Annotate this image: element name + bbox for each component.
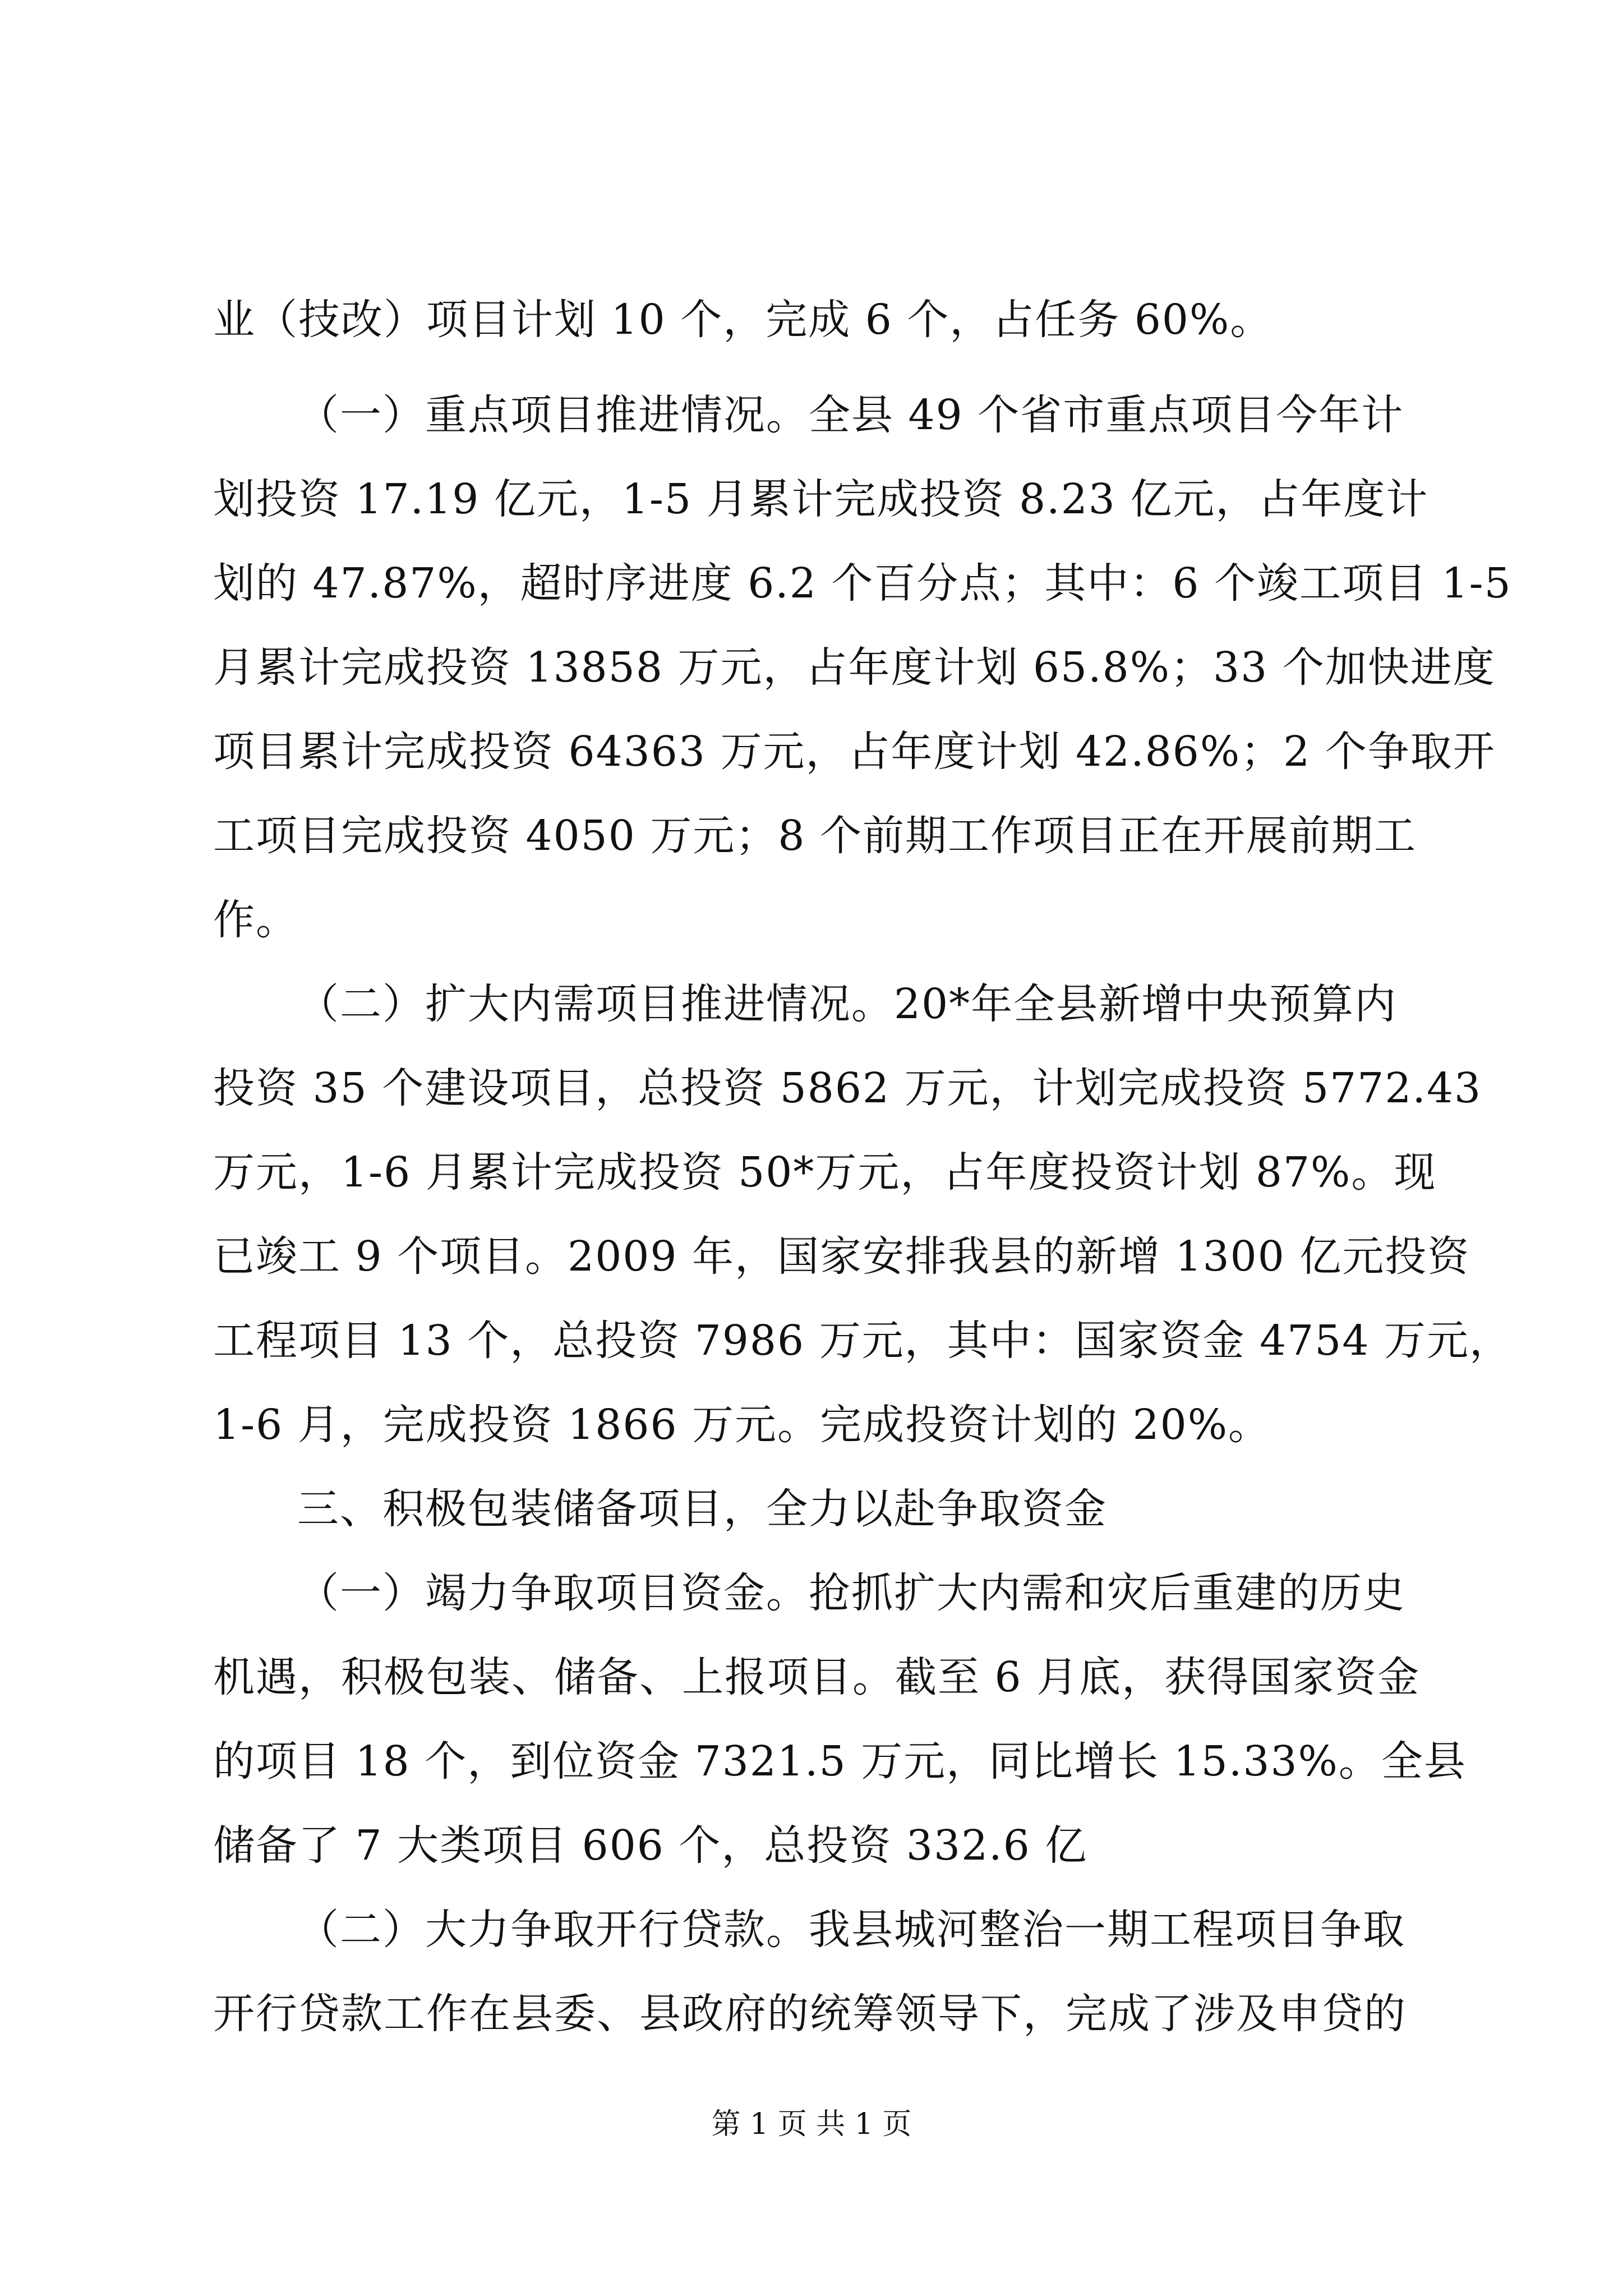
text-line: 投资 35 个建设项目，总投资 5862 万元，计划完成投资 5772.43 xyxy=(213,1064,1482,1112)
text-line: 1-6 月，完成投资 1866 万元。完成投资计划的 20%。 xyxy=(213,1401,1271,1449)
section-heading: 三、积极包装储备项目，全力以赴争取资金 xyxy=(297,1485,1107,1533)
text-line: 划投资 17.19 亿元，1-5 月累计完成投资 8.23 亿元，占年度计 xyxy=(213,475,1429,523)
page-footer: 第 1 页 共 1 页 xyxy=(711,2108,912,2141)
text-line: 万元，1-6 月累计完成投资 50*万元，占年度投资计划 87%。现 xyxy=(213,1148,1437,1197)
text-line: 作。 xyxy=(213,896,298,944)
text-line: 划的 47.87%，超时序进度 6.2 个百分点；其中：6 个竣工项目 1-5 xyxy=(213,559,1512,608)
text-line: 的项目 18 个，到位资金 7321.5 万元，同比增长 15.33%。全县 xyxy=(213,1737,1467,1786)
text-line: （一）重点项目推进情况。全县 49 个省市重点项目今年计 xyxy=(297,391,1404,439)
text-line: 项目累计完成投资 64363 万元，占年度计划 42.86%；2 个争取开 xyxy=(213,728,1496,776)
text-line: 储备了 7 大类项目 606 个，总投资 332.6 亿 xyxy=(213,1821,1088,1870)
text-line: 业（技改）项目计划 10 个，完成 6 个，占任务 60%。 xyxy=(213,296,1273,344)
text-line: （一）竭力争取项目资金。抢抓扩大内需和灾后重建的历史 xyxy=(297,1569,1405,1617)
text-line: 月累计完成投资 13858 万元，占年度计划 65.8%；33 个加快进度 xyxy=(213,643,1496,692)
text-line: 已竣工 9 个项目。2009 年，国家安排我县的新增 1300 亿元投资 xyxy=(213,1232,1470,1281)
text-line: （二）大力争取开行贷款。我县城河整治一期工程项目争取 xyxy=(297,1906,1405,1954)
text-line: 开行贷款工作在县委、县政府的统筹领导下，完成了涉及申贷的 xyxy=(213,1990,1407,2038)
text-line: （二）扩大内需项目推进情况。20*年全县新增中央预算内 xyxy=(297,980,1398,1028)
text-line: 工项目完成投资 4050 万元；8 个前期工作项目正在开展前期工 xyxy=(213,812,1417,860)
text-line: 机遇，积极包装、储备、上报项目。截至 6 月底，获得国家资金 xyxy=(213,1653,1421,1701)
text-line: 工程项目 13 个，总投资 7986 万元，其中：国家资金 4754 万元， xyxy=(213,1317,1512,1365)
